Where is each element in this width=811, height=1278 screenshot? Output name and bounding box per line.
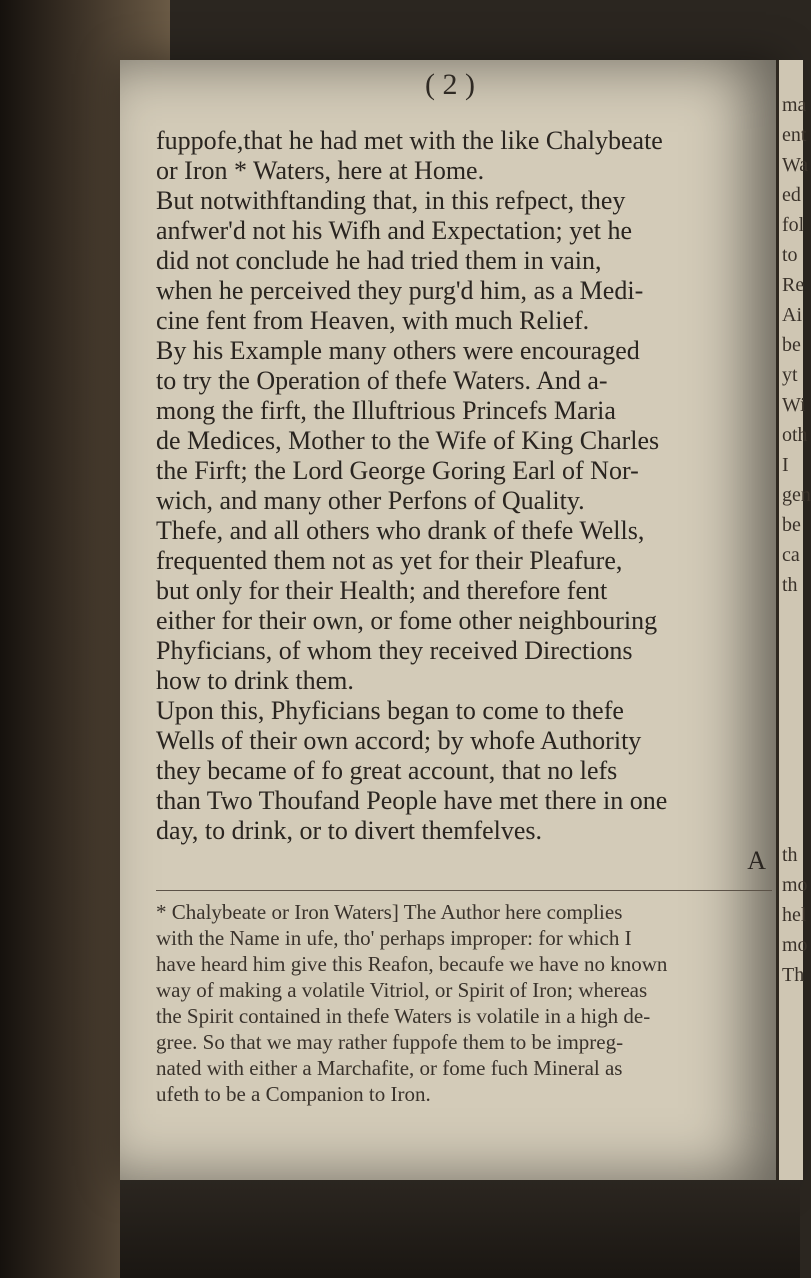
footnote-line: gree. So that we may rather fuppofe them to be impreg-	[156, 1030, 624, 1054]
footnote-line: way of making a volatile Vitriol, or Spirit of Iron; whereas	[156, 978, 648, 1002]
facing-page-fragment: th	[782, 574, 798, 596]
body-line: fuppofe,that he had met with the like Chalybeate	[156, 126, 663, 155]
body-line: de Medices, Mother to the Wife of King Charles	[156, 426, 660, 455]
body-line: either for their own, or fome other neighbouring	[156, 606, 658, 635]
body-line: to try the Operation of thefe Waters. And a-	[156, 366, 608, 395]
body-line: they became of fo great account, that no lefs	[156, 756, 618, 785]
facing-page-fragment: ma	[782, 94, 807, 116]
facing-page-fragment	[779, 600, 803, 630]
facing-page-fragment: mo	[782, 874, 808, 896]
footnote-line: with the Name in ufe, tho' perhaps improper: for which I	[156, 926, 632, 950]
facing-page-fragment: to	[782, 244, 798, 266]
footnote-line: the Spirit contained in thefe Waters is volatile in a high de-	[156, 1004, 651, 1028]
facing-page-fragment: yt	[782, 364, 798, 386]
body-line: cine fent from Heaven, with much Relief.	[156, 306, 590, 335]
footnote-line: * Chalybeate or Iron Waters] The Author here complies	[156, 900, 623, 924]
page-number: ( 2 )	[425, 68, 475, 101]
footnote-line: have heard him give this Reafon, becaufe we have no known	[156, 952, 668, 976]
facing-page-fragment: I	[782, 454, 789, 476]
body-line: did not conclude he had tried them in vain,	[156, 246, 602, 275]
facing-page-fragment	[779, 810, 803, 840]
facing-page-fragment: fol	[782, 214, 805, 236]
catchword: A	[747, 846, 766, 875]
footnote-line: ufeth to be a Companion to Iron.	[156, 1082, 431, 1106]
body-text	[156, 126, 772, 846]
body-line: Phyficians, of whom they received Directions	[156, 636, 633, 665]
facing-page-fragment: ent	[782, 124, 807, 146]
body-line: than Two Thoufand People have met there in one	[156, 786, 668, 815]
body-line: Wells of their own accord; by whofe Authority	[156, 726, 642, 755]
facing-page-fragment	[779, 750, 803, 780]
body-line: how to drink them.	[156, 666, 354, 695]
body-line: Thefe, and all others who drank of thefe Wells,	[156, 516, 645, 545]
facing-page-fragment: th	[782, 844, 798, 866]
body-line: But notwithftanding that, in this refpect, they	[156, 186, 626, 215]
body-line: mong the firft, the Illuftrious Princefs Maria	[156, 396, 616, 425]
facing-page-fragment	[779, 690, 803, 720]
facing-page-edge	[776, 60, 811, 1180]
body-line: wich, and many other Perfons of Quality.	[156, 486, 585, 515]
facing-page-fragment: Wi	[782, 394, 806, 416]
facing-page-fragment: hel	[782, 904, 807, 926]
book-page	[120, 60, 780, 1180]
body-line: frequented them not as yet for their Pleafure,	[156, 546, 623, 575]
facing-page-fragment: ed	[782, 184, 801, 206]
facing-page-fragment: Re	[782, 274, 805, 296]
facing-page-fragment: Ai	[782, 304, 802, 326]
facing-page-fragment	[779, 60, 803, 90]
bottom-shadow	[120, 1180, 800, 1278]
facing-page-fragment: be	[782, 514, 801, 536]
body-line: but only for their Health; and therefore fent	[156, 576, 608, 605]
facing-page-fragment: gen	[782, 484, 811, 506]
facing-page-fragment	[779, 660, 803, 690]
body-line: or Iron * Waters, here at Home.	[156, 156, 485, 185]
page-text	[156, 126, 772, 1107]
facing-page-fragment	[779, 720, 803, 750]
body-line: Upon this, Phyficians began to come to thefe	[156, 696, 624, 725]
body-line: the Firft; the Lord George Goring Earl of Nor-	[156, 456, 639, 485]
facing-page-fragment: mo	[782, 934, 808, 956]
body-line: By his Example many others were encouraged	[156, 336, 640, 365]
facing-page-fragment: be	[782, 334, 801, 356]
footnote-divider	[156, 890, 772, 891]
footnote-line: nated with either a Marchafite, or fome fuch Mineral as	[156, 1056, 623, 1080]
facing-page-fragment	[779, 630, 803, 660]
footnote	[156, 899, 772, 1107]
body-line: when he perceived they purg'd him, as a Medi-	[156, 276, 644, 305]
facing-page-fragment	[779, 780, 803, 810]
facing-page-fragment: Th	[782, 964, 805, 986]
body-line: anfwer'd not his Wifh and Expectation; yet he	[156, 216, 633, 245]
facing-page-fragment: Wa	[782, 154, 809, 176]
facing-page-fragment: ca	[782, 544, 800, 566]
body-line: day, to drink, or to divert themfelves.	[156, 816, 543, 845]
facing-page-fragment: oth	[782, 424, 808, 446]
